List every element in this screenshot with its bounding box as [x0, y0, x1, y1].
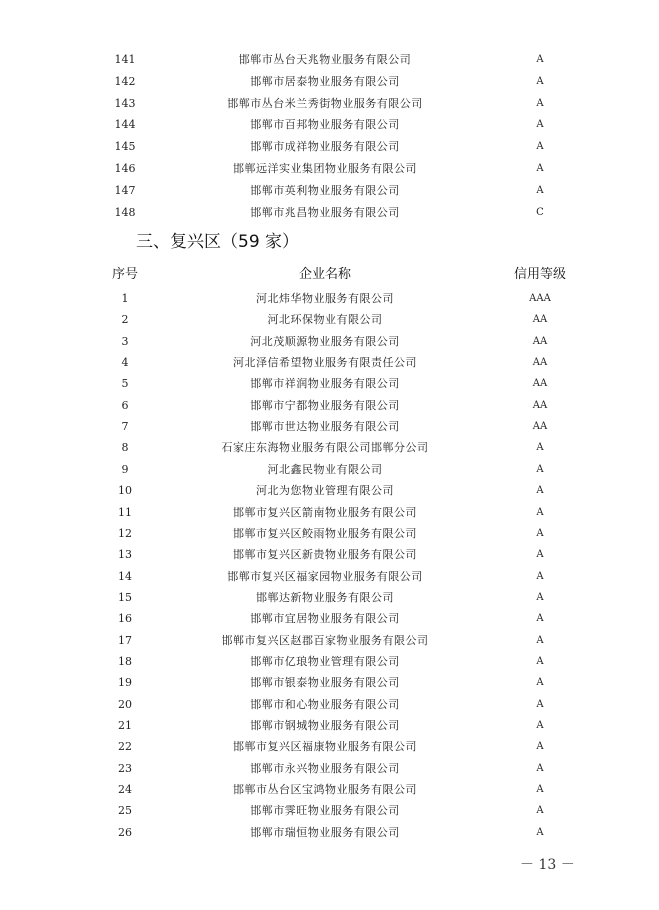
table-row — [0, 652, 659, 672]
company-name: 邯郸市复兴区福康物业服务有限公司 — [233, 740, 417, 754]
credit-grade: AA — [532, 399, 548, 411]
company-name: 邯郸远洋实业集团物业服务有限公司 — [233, 162, 417, 175]
company-name: 石家庄东海物业服务有限公司邯郸分公司 — [221, 441, 429, 455]
serial-number: 21 — [118, 719, 132, 732]
serial-number: 18 — [118, 654, 132, 668]
page-number: － 13 － — [520, 857, 575, 873]
table-header — [0, 264, 659, 286]
serial-number: 4 — [121, 356, 129, 370]
serial-number: 11 — [118, 505, 132, 519]
table-row — [0, 609, 659, 629]
table-row — [0, 823, 659, 843]
credit-grade: A — [536, 163, 544, 174]
company-name: 邯郸市和心物业服务有限公司 — [250, 697, 400, 711]
company-name: 邯郸市瑞恒物业服务有限公司 — [250, 825, 400, 839]
table-row — [0, 181, 659, 201]
table-row — [0, 94, 659, 114]
company-name: 邯郸市永兴物业服务有限公司 — [250, 761, 400, 775]
serial-number: 144 — [114, 118, 136, 132]
table-row — [0, 438, 659, 458]
credit-grade: C — [536, 206, 544, 218]
company-name: 河北鑫民物业有限公司 — [267, 462, 383, 476]
table-row — [0, 50, 659, 70]
serial-number: 23 — [118, 761, 132, 775]
credit-grade: A — [536, 805, 544, 817]
company-name: 邯郸市复兴区鲛雨物业服务有限公司 — [233, 526, 417, 540]
table-row — [0, 417, 659, 437]
credit-grade: AAA — [529, 293, 551, 304]
serial-number: 146 — [114, 162, 136, 175]
header-credit-grade: 信用等级 — [513, 267, 566, 282]
company-name: 邯郸市银泰物业服务有限公司 — [250, 676, 400, 690]
credit-grade: A — [536, 54, 544, 65]
credit-grade: A — [536, 97, 544, 109]
credit-grade: A — [536, 741, 544, 753]
serial-number: 24 — [118, 783, 132, 797]
credit-grade: A — [536, 784, 544, 796]
company-name: 河北茂顺源物业服务有限公司 — [250, 334, 400, 348]
company-name: 邯郸市复兴区福家园物业服务有限公司 — [227, 569, 423, 583]
company-name: 邯郸市丛台天兆物业服务有限公司 — [238, 53, 412, 66]
table-row — [0, 695, 659, 715]
serial-number: 17 — [118, 633, 132, 647]
company-name: 邯郸市宜居物业服务有限公司 — [250, 612, 400, 626]
credit-grade: A — [536, 549, 544, 561]
company-name: 邯郸市霁旺物业服务有限公司 — [250, 804, 400, 818]
table-row — [0, 310, 659, 330]
serial-number: 3 — [121, 334, 129, 348]
credit-grade: A — [536, 184, 544, 196]
serial-number: 13 — [118, 548, 132, 562]
company-name: 邯郸市复兴区赵郡百家物业服务有限公司 — [221, 633, 429, 647]
company-name: 河北泽信希望物业服务有限责任公司 — [233, 356, 417, 370]
credit-grade: A — [536, 613, 544, 625]
credit-grade: A — [536, 442, 544, 454]
credit-grade: AA — [532, 378, 548, 390]
serial-number: 143 — [114, 96, 136, 110]
serial-number: 1 — [121, 292, 129, 305]
credit-grade: A — [536, 762, 544, 774]
company-name: 邯郸市钢城物业服务有限公司 — [250, 719, 400, 732]
table-row — [0, 374, 659, 394]
serial-number: 147 — [114, 183, 136, 197]
serial-number: 25 — [118, 804, 132, 818]
table-row — [0, 159, 659, 179]
company-name: 邯郸市丛台区宝鸿物业服务有限公司 — [233, 783, 417, 797]
table-row — [0, 780, 659, 800]
table-row — [0, 588, 659, 608]
serial-number: 22 — [118, 740, 132, 754]
credit-grade: A — [536, 141, 544, 153]
company-name: 邯郸市亿琅物业管理有限公司 — [250, 654, 400, 668]
serial-number: 16 — [118, 612, 132, 626]
credit-grade: A — [536, 485, 544, 497]
header-serial-number: 序号 — [111, 267, 138, 282]
serial-number: 5 — [121, 377, 129, 391]
credit-grade: A — [536, 570, 544, 582]
table-row — [0, 289, 659, 309]
table-row — [0, 673, 659, 693]
credit-grade: A — [536, 677, 544, 689]
credit-grade: A — [536, 506, 544, 518]
serial-number: 9 — [121, 462, 129, 476]
table-row — [0, 737, 659, 757]
company-name: 邯郸市英利物业服务有限公司 — [250, 183, 400, 197]
serial-number: 141 — [114, 53, 136, 66]
company-name: 邯郸市居泰物业服务有限公司 — [250, 74, 400, 88]
serial-number: 19 — [118, 676, 132, 690]
company-name: 邯郸市复兴区新贵物业服务有限公司 — [233, 548, 417, 562]
credit-grade: A — [536, 720, 544, 731]
table-row — [0, 203, 659, 223]
credit-grade: A — [536, 119, 544, 131]
serial-number: 10 — [118, 484, 132, 498]
company-name: 邯郸市百邦物业服务有限公司 — [250, 118, 400, 132]
credit-grade: AA — [532, 357, 548, 369]
table-row — [0, 759, 659, 779]
table-row — [0, 545, 659, 565]
table-row — [0, 631, 659, 651]
credit-grade: A — [536, 655, 544, 667]
company-name: 邯郸市宁都物业服务有限公司 — [250, 398, 400, 412]
table-row — [0, 524, 659, 544]
company-name: 邯郸市丛台米兰秀街物业服务有限公司 — [227, 96, 423, 110]
serial-number: 2 — [121, 313, 129, 327]
table-row — [0, 716, 659, 736]
table-row — [0, 481, 659, 501]
serial-number: 20 — [118, 697, 132, 711]
company-name: 邯郸市世达物业服务有限公司 — [250, 420, 400, 434]
credit-grade: A — [536, 463, 544, 475]
table-row — [0, 115, 659, 135]
serial-number: 6 — [121, 398, 129, 412]
serial-number: 7 — [121, 420, 129, 434]
serial-number: 148 — [114, 205, 136, 219]
table-row — [0, 72, 659, 92]
serial-number: 15 — [118, 590, 132, 604]
section-title: 三、复兴区（59 家） — [136, 232, 300, 252]
company-name: 河北为您物业管理有限公司 — [256, 484, 394, 498]
table-row — [0, 503, 659, 523]
credit-grade: A — [536, 634, 544, 646]
company-name: 邯郸市成祥物业服务有限公司 — [250, 140, 400, 154]
credit-grade: A — [536, 698, 544, 710]
credit-grade: A — [536, 591, 544, 603]
serial-number: 142 — [114, 74, 136, 88]
company-name: 河北炜华物业服务有限公司 — [256, 292, 394, 305]
header-company-name: 企业名称 — [298, 267, 351, 282]
credit-grade: A — [536, 527, 544, 539]
table-row — [0, 137, 659, 157]
serial-number: 12 — [118, 526, 132, 540]
company-name: 河北环保物业有限公司 — [267, 313, 383, 327]
company-name: 邯郸达新物业服务有限公司 — [256, 590, 394, 604]
table-row — [0, 396, 659, 416]
credit-grade: A — [536, 826, 544, 838]
table-row — [0, 567, 659, 587]
serial-number: 26 — [118, 825, 132, 839]
serial-number: 145 — [114, 140, 136, 154]
table-row — [0, 460, 659, 480]
serial-number: 14 — [118, 569, 132, 583]
serial-number: 8 — [121, 441, 129, 455]
credit-grade: AA — [532, 314, 548, 326]
company-name: 邯郸市复兴区箭南物业服务有限公司 — [233, 505, 417, 519]
company-name: 邯郸市兆昌物业服务有限公司 — [250, 205, 400, 219]
table-row — [0, 332, 659, 352]
table-row — [0, 801, 659, 821]
credit-grade: AA — [532, 421, 548, 433]
table-row — [0, 353, 659, 373]
credit-grade: A — [536, 75, 544, 87]
company-name: 邯郸市祥润物业服务有限公司 — [250, 377, 400, 391]
credit-grade: AA — [532, 335, 548, 347]
